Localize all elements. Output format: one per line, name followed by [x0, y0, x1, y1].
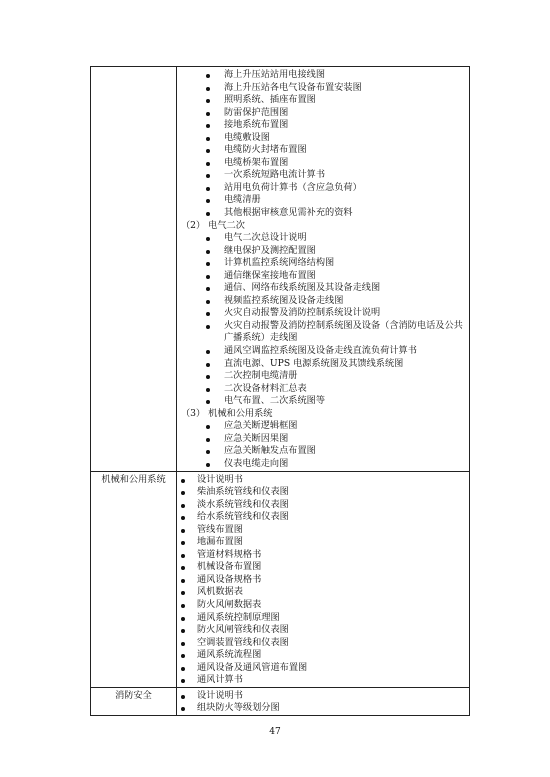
list-item-text: 地漏布置图 [197, 536, 243, 548]
list-item-text: 防火风闸管线和仪表图 [197, 624, 289, 636]
table-row-mechanical [91, 471, 469, 687]
list-item [177, 94, 469, 107]
list-item [177, 445, 469, 458]
bullet-icon [181, 604, 185, 608]
list-item-text: 接地系统布置图 [224, 119, 289, 131]
list-item [177, 157, 469, 170]
list-item-text: 通信、网络布线系统图及其设备走线图 [224, 282, 381, 294]
bullet-icon [206, 250, 210, 254]
list-item [177, 702, 469, 715]
list-item [177, 690, 469, 703]
list-item-text: 设计说明书 [197, 689, 243, 701]
list-item [177, 370, 469, 383]
sub-heading-secondary: （2） 电气二次 [181, 219, 245, 231]
sub-heading-mechanical: （3） 机械和公用系统 [181, 407, 273, 419]
bullet-icon [206, 74, 210, 78]
category-cell-mechanical: 机械和公用系统 [91, 472, 177, 687]
list-item-text: 站用电负荷计算书（含应急负荷） [224, 181, 362, 193]
electrical-content [177, 67, 469, 471]
bullet-icon [181, 504, 185, 508]
list-item [177, 511, 469, 524]
list-item [177, 119, 469, 132]
table-row-electrical [91, 67, 469, 471]
list-item-text: 海上升压站各电气设备布置安装图 [224, 81, 362, 93]
bullet-icon [206, 438, 210, 442]
bullet-icon [181, 617, 185, 621]
bullet-icon [181, 642, 185, 646]
list-item [177, 524, 469, 537]
list-item-text: 防火风闸数据表 [197, 598, 262, 610]
list-item-text: 通风设备规格书 [197, 573, 262, 585]
list-item [177, 574, 469, 587]
bullet-icon [206, 388, 210, 392]
list-item-text: 继电保护及测控配置图 [224, 244, 316, 256]
list-item [177, 194, 469, 207]
category-cell-fire: 消防安全 [91, 688, 177, 715]
mechanical-shutdown-list [177, 420, 469, 470]
list-item [177, 499, 469, 512]
list-item [177, 624, 469, 637]
list-item [177, 107, 469, 120]
list-item-text: 应急关断逻辑框图 [224, 420, 298, 432]
list-item-text: 通风系统控制原理图 [197, 611, 280, 623]
table-row-fire [91, 687, 469, 715]
list-item-text: 直流电源、UPS 电源系统图及其馈线系统图 [224, 357, 404, 369]
list-item-text: 电缆清册 [224, 194, 261, 206]
list-item [177, 561, 469, 574]
bullet-icon [181, 529, 185, 533]
bullet-icon [206, 463, 210, 467]
list-item-text: 照明系统、插座布置图 [224, 94, 316, 106]
list-item [177, 295, 469, 308]
list-item [177, 282, 469, 295]
list-item-text: 通风空调监控系统图及设备走线直流负荷计算书 [224, 345, 417, 357]
list-item [177, 320, 469, 345]
bullet-icon [206, 350, 210, 354]
list-item-text: 设计说明书 [197, 473, 243, 485]
list-item-text: 仪表电缆走向图 [224, 457, 289, 469]
list-item [177, 257, 469, 270]
list-item-text: 视频监控系统图及设备走线图 [224, 294, 344, 306]
list-item-text: 柴油系统管线和仪表图 [197, 486, 289, 498]
list-item [177, 245, 469, 258]
list-item-text: 应急关断因果图 [224, 432, 289, 444]
bullet-icon [206, 187, 210, 191]
list-item [177, 169, 469, 182]
list-item-text: 通信继保室接地布置图 [224, 269, 316, 281]
electrical-primary-list [177, 69, 469, 220]
list-item [177, 458, 469, 471]
bullet-icon [206, 112, 210, 116]
bullet-icon [181, 479, 185, 483]
electrical-secondary-list [177, 232, 469, 408]
list-item-text: 管道材料规格书 [197, 548, 262, 560]
bullet-icon [206, 363, 210, 367]
bullet-icon [206, 325, 210, 329]
bullet-icon [206, 275, 210, 279]
list-item-text: 风机数据表 [197, 586, 243, 598]
page-number: 47 [269, 727, 281, 737]
bullet-icon [181, 579, 185, 583]
list-item [177, 612, 469, 625]
list-item-text: 电气二次总设计说明 [224, 232, 307, 244]
list-item-text: 淡水系统管线和仪表图 [197, 498, 289, 510]
list-item [177, 395, 469, 408]
list-item-text: 火灾自动报警及消防控制系统设计说明 [224, 307, 381, 319]
document-table [90, 66, 470, 716]
list-item-text: 海上升压站站用电接线图 [224, 69, 326, 80]
list-item-text: 机械设备布置图 [197, 561, 262, 573]
list-item [177, 420, 469, 433]
list-item [177, 69, 469, 82]
list-item [177, 182, 469, 195]
list-item-text: 防雷保护范围图 [224, 106, 289, 118]
list-item [177, 474, 469, 487]
list-item-text: 计算机监控系统网络结构图 [224, 257, 335, 269]
list-item [177, 383, 469, 396]
list-item-text: 电缆桥架布置图 [224, 156, 289, 168]
list-item [177, 649, 469, 662]
list-item [177, 586, 469, 599]
bullet-icon [206, 137, 210, 141]
list-item [177, 82, 469, 95]
bullet-icon [206, 300, 210, 304]
category-cell-empty [91, 67, 177, 471]
list-item-text: 电气布置、二次系统图等 [224, 395, 326, 407]
list-item-text: 通风计算书 [197, 674, 243, 686]
bullet-icon [206, 162, 210, 166]
list-item-text: 组块防火等级划分图 [197, 702, 280, 714]
list-item-text: 通风设备及通风管道布置图 [197, 661, 308, 673]
list-item [177, 207, 469, 220]
list-item [177, 307, 469, 320]
list-item [177, 536, 469, 549]
list-item-text: 其他根据审核意见需补充的资料 [224, 207, 353, 219]
list-item-text: 电缆防火封堵布置图 [224, 144, 307, 156]
list-item-text: 二次控制电缆清册 [224, 370, 298, 382]
bullet-icon [181, 554, 185, 558]
list-item-text: 电缆敷设图 [224, 131, 270, 143]
list-item [177, 433, 469, 446]
list-item [177, 270, 469, 283]
list-item-text: 给水系统管线和仪表图 [197, 511, 289, 523]
list-item-text: 一次系统短路电流计算书 [224, 169, 326, 181]
list-item [177, 486, 469, 499]
fire-list [177, 688, 469, 715]
list-item-text: 火灾自动报警及消防控制系统图及设备（含消防电话及公共广播系统）走线图 [224, 319, 463, 344]
list-item-text: 应急关断触发点布置图 [224, 445, 316, 457]
list-item-text: 二次设备材料汇总表 [224, 382, 307, 394]
mechanical-list [177, 472, 469, 687]
list-item [177, 599, 469, 612]
list-item-text: 通风系统流程图 [197, 649, 262, 661]
list-item [177, 132, 469, 145]
list-item [177, 144, 469, 157]
list-item [177, 662, 469, 675]
list-item [177, 674, 469, 687]
bullet-icon [181, 667, 185, 671]
list-item [177, 637, 469, 650]
list-item-text: 空调装置管线和仪表图 [197, 636, 289, 648]
list-item [177, 345, 469, 358]
list-item [177, 232, 469, 245]
list-item [177, 549, 469, 562]
bullet-icon [181, 695, 185, 699]
list-item [177, 358, 469, 371]
list-item-text: 管线布置图 [197, 523, 243, 535]
bullet-icon [206, 87, 210, 91]
bullet-icon [206, 212, 210, 216]
